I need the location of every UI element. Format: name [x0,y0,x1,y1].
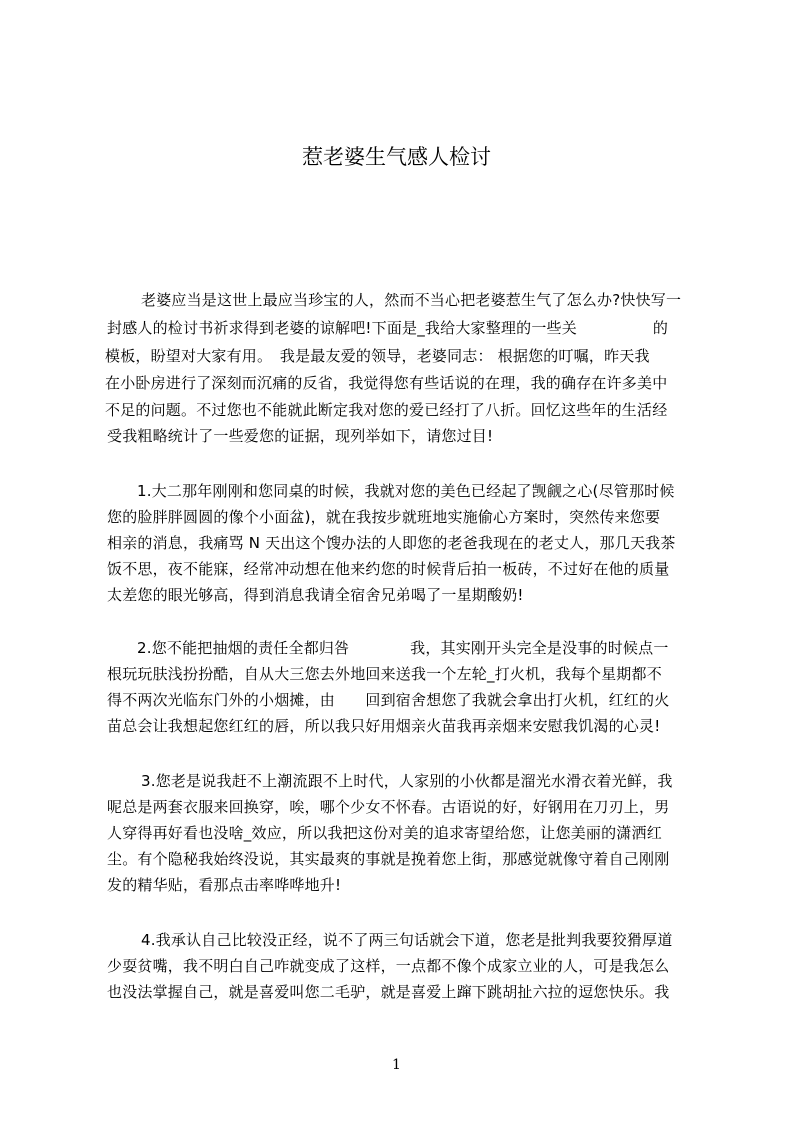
page-number: 1 [392,1057,401,1073]
body-line: 4.我承认自己比较没正经，说不了两三句话就会下道，您老是批判我要狡猾厚道 [141,931,673,949]
body-line: 发的精华贴，看那点击率哗哗地升! [107,876,342,894]
body-line: 太差您的眼光够高，得到消息我请全宿舍兄弟喝了一星期酸奶! [107,586,524,604]
body-line: 不足的问题。不过您也不能就此断定我对您的爱已经打了八折。回忆这些年的生活经 [105,401,668,419]
body-line: 您的脸胖胖圆圆的像个小面盆)，就在我按步就班地实施偷心方案时，突然传来您要 [107,508,661,526]
body-line: 饭不思，夜不能寐，经常冲动想在他来约您的时候背后拍一板砖，不过好在他的质量 [107,560,670,578]
body-line: 2.您不能把抽烟的责任全都归咎 我，其实刚开头完全是没事的时候点一 [137,639,669,657]
body-line: 呢总是两套衣服来回换穿，唉，哪个少女不怀春。古语说的好，好钢用在刀刃上，男 [107,798,670,816]
body-line: 苗总会让我想起您红红的唇，所以我只好用烟亲火苗我再亲烟来安慰我饥渴的心灵! [107,717,661,735]
body-line: 1.大二那年刚刚和您同桌的时候，我就对您的美色已经起了觊觎之心(尽管那时候 [137,482,675,500]
body-line: 少耍贫嘴，我不明白自己咋就变成了这样，一点都不像个成家立业的人，可是我怎么 [107,957,670,975]
body-line: 也没法掌握自己，就是喜爱叫您二毛驴，就是喜爱上蹿下跳胡扯六拉的逗您快乐。我 [107,983,670,1001]
body-line: 模板，盼望对大家有用。 我是最友爱的领导，老婆同志： 根据您的叮嘱，昨天我 [105,347,650,365]
body-line: 根玩玩肤浅扮扮酷，自从大三您去外地回来送我一个左轮_打火机，我每个星期都不 [107,665,662,683]
body-line: 人穿得再好看也没啥_效应，所以我把这份对美的追求寄望给您，让您美丽的潇洒红 [107,824,662,842]
body-line: 封感人的检讨书祈求得到老婆的谅解吧!下面是_我给大家整理的一些关 的 [107,319,669,337]
body-line: 受我粗略统计了一些爱您的证据，现列举如下，请您过目! [107,427,494,445]
body-line: 相亲的消息，我痛骂 N 天出这个馊办法的人即您的老爸我现在的老丈人，那几天我茶 [107,534,676,552]
body-line: 尘。有个隐秘我始终没说，其实最爽的事就是挽着您上街，那感觉就像守着自己刚刚 [107,850,670,868]
body-line: 得不两次光临东门外的小烟摊，由 回到宿舍想您了我就会拿出打火机，红红的火 [107,691,670,709]
body-line: 3.您老是说我赶不上潮流跟不上时代，人家别的小伙都是溜光水滑衣着光鲜，我 [141,772,673,790]
body-line: 在小卧房进行了深刻而沉痛的反省，我觉得您有些话说的在理，我的确存在许多美中 [105,374,668,392]
document-title: 惹老婆生气感人检讨 [302,145,491,169]
body-line: 老婆应当是这世上最应当珍宝的人，然而不当心把老婆惹生气了怎么办?快快写一 [141,291,682,309]
